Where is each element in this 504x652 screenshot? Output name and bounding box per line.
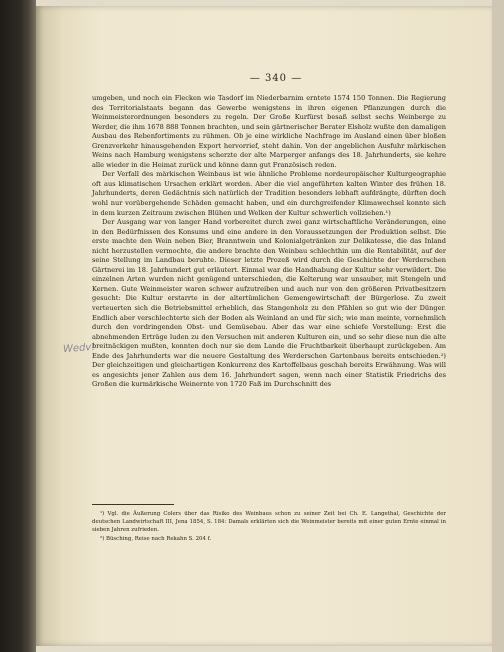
margin-handwriting: Wedv!	[62, 341, 96, 356]
book-spine	[0, 0, 36, 652]
paragraph: umgeben, und noch ein Flecken wie Tasdorf im Niederbarnim erntete 1574 150 Tonnen. Die Regierung des Territorialstaats begann das Gewerbe wenigstens in ihren eigenen Pflanzungen durch die Weinmeisterordnungen besonders zu regeln. Der Große Kurfürst besaß selbst sechs Weinberge zu Werder, die ihm 1678 888 Tonnen brachten, und sein gärtnerischer Berater Elsholz wußte den damaligen Ausbau des Rebenfortiments zu rühmen. Ob je eine wirkliche Nachfrage im Ausland einen über bloßen Grenzverkehr hinausgehenden Export hervorrief, steht dahin. Von der angeblichen Ausfuhr märkischen Weins nach Hamburg wenigstens scherzte der alte Marperger anfangs des 18. Jahrhunderts, sie kehre alle wieder in die Heimat zurück und könne dann gut Französisch reden.	[92, 94, 447, 169]
footnote-rule	[92, 504, 174, 505]
page-number: — 340 —	[249, 73, 303, 84]
paragraph: Der Ausgang war von langer Hand vorbereitet durch zwei ganz wirtschaftliche Veränderungen, eine in den Bedürfnissen des Konsums und eine andere in den Voraussetzungen der Produktion selbst. Die erste machte den Wein neben Bier, Branntwein und Kolonialgetränken zur Delikatesse, die das Inland nicht herzustellen vermochte, die andere brachte den Weinbau schlechthin um die Rentabilität, auf der seine Stellung im Landbau beruhte. Dieser letzte Prozeß wird durch die Geschichte der Werderschen Gärtnerei im 18. Jahrhundert gut erläutert. Einmal war die Handhabung der Kultur sehr verwildert. Die einzelnen Arten wurden nicht genügend unterschieden, die Kelterung war unsauber, mit Stengeln und Kernen. Gute Weinmeister waren schwer aufzutreiben und auch nur von den größeren Privatbesitzern gesucht: Die Kultur erstarrte in der altertümlichen Gemengewirtschaft der Bürgerlose. Zu zweit verteuerten sich die Betriebsmittel erheblich, das Stangenholz zu den Pfählen so gut wie der Dünger. Endlich aber verschlechterte sich der Boden als Weinland an und für sich; wie man meinte, vornehmlich durch den vordringenden Obst- und Gemüsebau. Aber das war eine schiefe Vorstellung: Erst die abnehmenden Erträge luden zu den Versuchen mit anderen Kulturen ein, und so sehr diese nun die alte breitnäckigen mußten, konnten doch nur sie dem Lande die Fruchtbarkeit überhaupt zurückgeben. Am Ende des Jahrhunderts war die neuere Gestaltung des Werderschen Gartenbaus bereits entschieden.²) Der gleichzeitigen und gleichartigen Konkurrenz des Kartoffelbaus geschah bereits Erwähnung. Was will es angesichts jener Zahlen aus dem 16. Jahrhundert sagen, wenn nach einer Statistik Friedrichs des Großen die kurmärkische Weinernte von 1720 Faß im Durchschnitt des	[92, 218, 446, 389]
paragraph: Der Verfall des märkischen Weinbaus ist wie ähnliche Probleme nordeuropäischer Kulturgeographie oft aus klimatischen Ursachen erklärt worden. Aber die viel angeführten kalten Winter des frühen 18. Jahrhunderts, deren Gedächtnis sich natürlich der Tradition besonders lebhaft aufdrängte, dürften doch wohl nur vorübergehende Schäden gemacht haben, und ein durchgreifender Klimawechsel konnte sich in dem kurzen Zeitraum zwischen Blühen und Welken der Kultur schwerlich vollziehen.¹)	[92, 170, 446, 217]
body-text	[92, 94, 446, 390]
footnote: ¹) Vgl. die Äußerung Colers über das Risiko des Weinbaus schon zu seiner Zeit bei Ch. E. Langethal, Geschichte der deutschen Landwirtschaft III, Jena 1854, S. 184: Damals erklärten sich die Weinmeister bereits mit einer guten Ernte einmal in sieben Jahren zufrieden.	[92, 511, 446, 534]
footnote: ²) Büsching, Reise nach Rekahn S. 204 f.	[100, 535, 212, 542]
page-edge	[492, 0, 504, 652]
footnotes	[92, 510, 446, 543]
